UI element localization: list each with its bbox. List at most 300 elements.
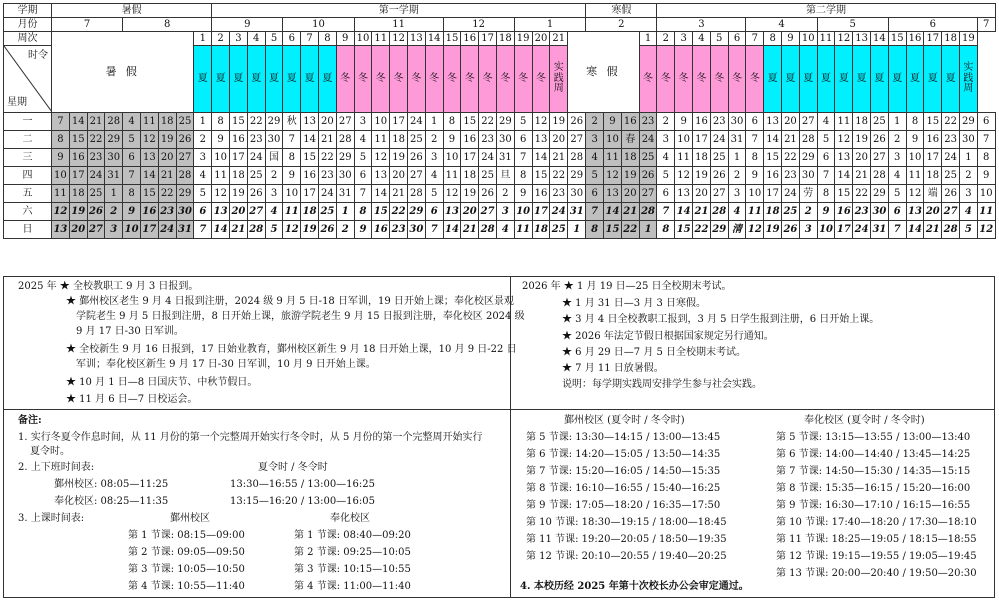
date-cell: 12 bbox=[212, 185, 230, 203]
date-cell: 23 bbox=[853, 203, 871, 221]
date-cell: 13 bbox=[372, 167, 390, 185]
date-cell: 2 bbox=[888, 131, 906, 149]
date-cell: 12 bbox=[746, 221, 764, 239]
date-cell: 11 bbox=[212, 167, 230, 185]
date-cell: 9 bbox=[906, 131, 924, 149]
date-cell: 3 bbox=[888, 149, 906, 167]
season-winter: 冬 bbox=[443, 46, 461, 113]
date-cell: 8 bbox=[906, 113, 924, 131]
date-cell: 6 bbox=[888, 203, 906, 221]
month-cell: 6 bbox=[888, 18, 977, 32]
date-cell: 10 bbox=[746, 185, 764, 203]
date-cell: 19 bbox=[158, 131, 176, 149]
week-number: 15 bbox=[888, 32, 906, 46]
weekday-row bbox=[4, 167, 996, 185]
date-cell: 21 bbox=[319, 131, 337, 149]
date-cell: 26 bbox=[176, 131, 194, 149]
week-number: 10 bbox=[799, 32, 817, 46]
date-cell: 10 bbox=[443, 149, 461, 167]
remark-line: 2. 上下班时间表: bbox=[18, 462, 95, 473]
date-cell: 11 bbox=[675, 149, 693, 167]
week-number: 14 bbox=[425, 32, 443, 46]
week-number: 19 bbox=[514, 32, 532, 46]
date-cell: 30 bbox=[407, 221, 425, 239]
term-first: 第一学期 bbox=[212, 4, 586, 18]
week-number: 19 bbox=[960, 32, 978, 46]
remark-line: 夏令时。 bbox=[30, 446, 70, 457]
date-cell: 23 bbox=[639, 113, 657, 131]
date-cell: 25 bbox=[407, 131, 425, 149]
date-cell: 16 bbox=[532, 185, 550, 203]
date-cell: 国 bbox=[265, 149, 283, 167]
date-cell: 14 bbox=[532, 149, 550, 167]
month-cell: 12 bbox=[443, 18, 514, 32]
date-cell: 6 bbox=[977, 113, 995, 131]
term-header: 学期 bbox=[4, 4, 52, 18]
date-cell: 25 bbox=[639, 149, 657, 167]
date-cell: 21 bbox=[461, 221, 479, 239]
note-line: 2026 年 ★ 1 月 19 日—25 日全校期末考试。 bbox=[522, 281, 732, 292]
note-line: 2025 年 ★ 全校教职工 9 月 3 日报到。 bbox=[18, 281, 199, 292]
date-cell: 1 bbox=[888, 113, 906, 131]
week-number: 18 bbox=[942, 32, 960, 46]
season-winter: 冬 bbox=[407, 46, 425, 113]
date-cell: 25 bbox=[176, 113, 194, 131]
remark-line: 3. 上课时间表: bbox=[18, 513, 85, 524]
date-cell: 26 bbox=[247, 185, 265, 203]
class-time: 第 8 节课: 16:10—16:55 / 15:40—16:25 bbox=[526, 483, 721, 494]
date-cell: 24 bbox=[853, 221, 871, 239]
note-line: 说明：每学期实践周安排学生参与社会实践。 bbox=[562, 379, 762, 390]
week-number: 15 bbox=[443, 32, 461, 46]
class-time: 第 3 节课: 10:15—10:55 bbox=[294, 564, 411, 575]
date-cell: 10 bbox=[977, 185, 995, 203]
date-cell: 22 bbox=[390, 203, 408, 221]
date-cell: 28 bbox=[871, 167, 889, 185]
date-cell: 26 bbox=[319, 221, 337, 239]
date-cell: 7 bbox=[283, 131, 301, 149]
season-summer: 夏 bbox=[906, 46, 924, 113]
note-line: 学院老生 9 月 5 日报到注册，8 日开始上课，旅游学院老生 9 月 15 日报到注册，奉化校区 2024 级 bbox=[76, 311, 525, 322]
class-time: 第 9 节课: 17:05—18:20 / 16:35—17:50 bbox=[526, 500, 721, 511]
date-cell: 7 bbox=[425, 221, 443, 239]
date-cell: 2 bbox=[425, 131, 443, 149]
season-winter: 冬 bbox=[746, 46, 764, 113]
date-cell: 10 bbox=[52, 167, 70, 185]
date-cell: 11 bbox=[52, 185, 70, 203]
date-cell: 22 bbox=[693, 221, 711, 239]
date-cell: 27 bbox=[568, 131, 586, 149]
month-cell: 4 bbox=[746, 18, 817, 32]
week-number: 9 bbox=[782, 32, 800, 46]
date-cell: 11 bbox=[372, 131, 390, 149]
date-cell: 25 bbox=[319, 203, 337, 221]
corner-cell bbox=[4, 46, 52, 113]
date-cell: 4 bbox=[123, 113, 141, 131]
note-line: ★ 10 月 1 日—8 日国庆节、中秋节假日。 bbox=[66, 377, 258, 388]
class-time: 第 10 节课: 17:40—18:20 / 17:30—18:10 bbox=[776, 517, 977, 528]
date-cell: 1 bbox=[639, 221, 657, 239]
date-cell: 28 bbox=[336, 131, 354, 149]
weekday-label: 日 bbox=[4, 221, 52, 239]
date-cell: 19 bbox=[853, 131, 871, 149]
week-number: 20 bbox=[532, 32, 550, 46]
date-cell: 9 bbox=[52, 149, 70, 167]
date-cell: 23 bbox=[319, 167, 337, 185]
class-time: 第 13 节课: 20:00—20:40 / 19:50—20:30 bbox=[776, 568, 977, 579]
date-cell: 1 bbox=[425, 113, 443, 131]
date-cell: 4 bbox=[657, 149, 675, 167]
date-cell: 17 bbox=[693, 131, 711, 149]
date-cell: 18 bbox=[301, 203, 319, 221]
date-cell: 24 bbox=[407, 113, 425, 131]
date-cell: 17 bbox=[390, 113, 408, 131]
corner-bottom-label: 星期 bbox=[7, 97, 27, 108]
season-winter: 冬 bbox=[461, 46, 479, 113]
week-number: 2 bbox=[212, 32, 230, 46]
date-cell: 25 bbox=[942, 167, 960, 185]
date-cell: 26 bbox=[782, 221, 800, 239]
date-cell: 22 bbox=[158, 185, 176, 203]
week-number: 14 bbox=[871, 32, 889, 46]
date-cell: 28 bbox=[105, 113, 123, 131]
date-cell: 21 bbox=[87, 113, 105, 131]
date-cell: 12 bbox=[675, 167, 693, 185]
date-cell: 14 bbox=[835, 167, 853, 185]
date-cell: 17 bbox=[764, 185, 782, 203]
date-cell: 1 bbox=[336, 203, 354, 221]
date-cell: 16 bbox=[140, 203, 158, 221]
season-winter: 冬 bbox=[693, 46, 711, 113]
season-winter: 冬 bbox=[496, 46, 514, 113]
date-cell: 8 bbox=[977, 149, 995, 167]
notes-panel bbox=[3, 276, 995, 598]
date-cell: 16 bbox=[301, 167, 319, 185]
season-summer: 夏 bbox=[283, 46, 301, 113]
weekday-row bbox=[4, 131, 996, 149]
date-cell: 8 bbox=[817, 185, 835, 203]
date-cell: 26 bbox=[407, 149, 425, 167]
notes-divider bbox=[510, 277, 511, 597]
date-cell: 25 bbox=[479, 167, 497, 185]
date-cell: 3 bbox=[728, 185, 746, 203]
calendar-table bbox=[3, 3, 996, 239]
month-cell: 2 bbox=[586, 18, 657, 32]
date-cell: 27 bbox=[639, 185, 657, 203]
campus-pm-head: 奉化校区 (夏令时 / 冬令时) bbox=[804, 415, 925, 426]
date-cell: 17 bbox=[924, 149, 942, 167]
weekday-row bbox=[4, 113, 996, 131]
date-cell: 21 bbox=[853, 167, 871, 185]
date-cell: 14 bbox=[69, 113, 87, 131]
date-cell: 10 bbox=[675, 131, 693, 149]
date-cell: 9 bbox=[675, 113, 693, 131]
date-cell: 16 bbox=[693, 113, 711, 131]
class-time: 第 5 节课: 13:15—13:55 / 13:00—13:40 bbox=[776, 432, 971, 443]
date-cell: 2 bbox=[586, 113, 604, 131]
date-cell: 11 bbox=[906, 167, 924, 185]
date-cell: 9 bbox=[817, 203, 835, 221]
date-cell: 19 bbox=[301, 221, 319, 239]
date-cell: 4 bbox=[586, 149, 604, 167]
date-cell: 3 bbox=[799, 221, 817, 239]
date-cell: 23 bbox=[158, 203, 176, 221]
date-cell: 21 bbox=[693, 203, 711, 221]
date-cell: 2 bbox=[496, 185, 514, 203]
date-cell: 21 bbox=[782, 131, 800, 149]
season-summer: 夏 bbox=[782, 46, 800, 113]
date-cell: 29 bbox=[407, 203, 425, 221]
month-cell: 7 bbox=[977, 18, 995, 32]
season-winter: 冬 bbox=[372, 46, 390, 113]
date-cell: 24 bbox=[158, 221, 176, 239]
date-cell: 27 bbox=[710, 185, 728, 203]
season-summer: 夏 bbox=[942, 46, 960, 113]
date-cell: 23 bbox=[247, 131, 265, 149]
date-cell: 18 bbox=[461, 167, 479, 185]
date-cell: 20 bbox=[550, 131, 568, 149]
date-cell: 8 bbox=[586, 221, 604, 239]
date-cell: 27 bbox=[871, 149, 889, 167]
date-cell: 28 bbox=[247, 221, 265, 239]
date-cell: 20 bbox=[782, 113, 800, 131]
campus-name: 鄞州校区 bbox=[170, 513, 210, 524]
date-cell: 11 bbox=[140, 113, 158, 131]
date-cell: 5 bbox=[960, 221, 978, 239]
date-cell: 春 bbox=[621, 131, 639, 149]
date-cell: 5 bbox=[194, 185, 212, 203]
date-cell: 24 bbox=[639, 131, 657, 149]
date-cell: 10 bbox=[604, 131, 622, 149]
date-cell: 7 bbox=[817, 167, 835, 185]
date-cell: 14 bbox=[140, 167, 158, 185]
date-cell: 4 bbox=[425, 167, 443, 185]
date-cell: 26 bbox=[710, 167, 728, 185]
date-cell: 15 bbox=[230, 113, 248, 131]
date-cell: 24 bbox=[710, 131, 728, 149]
date-cell: 25 bbox=[782, 203, 800, 221]
season-summer: 夏 bbox=[194, 46, 212, 113]
date-cell: 20 bbox=[853, 149, 871, 167]
date-cell: 12 bbox=[372, 149, 390, 167]
date-cell: 12 bbox=[906, 185, 924, 203]
season-summer: 夏 bbox=[764, 46, 782, 113]
date-cell: 13 bbox=[301, 113, 319, 131]
note-line: ★ 鄞州校区老生 9 月 4 日报到注册，2024 级 9 月 5 日-18 日军训，19 日开始上课；奉化校区景观 bbox=[66, 296, 514, 307]
date-cell: 30 bbox=[496, 131, 514, 149]
date-cell: 2 bbox=[105, 203, 123, 221]
date-cell: 29 bbox=[960, 113, 978, 131]
date-cell: 6 bbox=[514, 131, 532, 149]
date-cell: 22 bbox=[853, 185, 871, 203]
date-cell: 4 bbox=[354, 131, 372, 149]
date-cell: 19 bbox=[550, 113, 568, 131]
date-cell: 9 bbox=[283, 167, 301, 185]
date-cell: 25 bbox=[550, 221, 568, 239]
date-cell: 3 bbox=[354, 113, 372, 131]
date-cell: 10 bbox=[514, 203, 532, 221]
weekday-label: 四 bbox=[4, 167, 52, 185]
date-cell: 4 bbox=[496, 221, 514, 239]
month-header: 月份 bbox=[4, 18, 52, 32]
season-winter: 冬 bbox=[390, 46, 408, 113]
week-number: 7 bbox=[301, 32, 319, 46]
date-cell: 5 bbox=[265, 221, 283, 239]
month-cell: 5 bbox=[817, 18, 888, 32]
date-cell: 17 bbox=[69, 167, 87, 185]
date-cell: 6 bbox=[746, 113, 764, 131]
date-cell: 19 bbox=[390, 149, 408, 167]
date-cell: 29 bbox=[871, 185, 889, 203]
week-number: 16 bbox=[461, 32, 479, 46]
date-cell: 6 bbox=[194, 203, 212, 221]
week-number: 6 bbox=[728, 32, 746, 46]
date-cell: 25 bbox=[247, 167, 265, 185]
date-cell: 15 bbox=[764, 149, 782, 167]
season-winter: 冬 bbox=[336, 46, 354, 113]
date-cell: 15 bbox=[372, 203, 390, 221]
class-time: 第 6 节课: 14:00—14:40 / 13:45—14:25 bbox=[776, 449, 971, 460]
date-cell: 9 bbox=[123, 203, 141, 221]
day-rows bbox=[4, 113, 996, 239]
date-cell: 7 bbox=[746, 131, 764, 149]
date-cell: 4 bbox=[960, 203, 978, 221]
date-cell: 12 bbox=[52, 203, 70, 221]
date-cell: 18 bbox=[69, 185, 87, 203]
date-cell: 18 bbox=[764, 203, 782, 221]
date-cell: 13 bbox=[604, 185, 622, 203]
date-cell: 6 bbox=[586, 185, 604, 203]
date-cell: 22 bbox=[479, 113, 497, 131]
date-cell: 3 bbox=[105, 221, 123, 239]
week-number: 12 bbox=[835, 32, 853, 46]
date-cell: 20 bbox=[461, 203, 479, 221]
date-cell: 9 bbox=[604, 113, 622, 131]
date-cell: 23 bbox=[710, 113, 728, 131]
date-cell: 5 bbox=[817, 131, 835, 149]
work-time: 奉化校区: 08:25—11:35 bbox=[54, 496, 169, 507]
date-cell: 23 bbox=[87, 149, 105, 167]
date-cell: 3 bbox=[657, 131, 675, 149]
class-time: 第 11 节课: 19:20—20:05 / 18:50—19:35 bbox=[526, 534, 727, 545]
date-cell: 13 bbox=[906, 203, 924, 221]
date-cell: 12 bbox=[532, 113, 550, 131]
date-cell: 8 bbox=[212, 113, 230, 131]
date-cell: 5 bbox=[425, 185, 443, 203]
date-cell: 8 bbox=[123, 185, 141, 203]
approval-note: 4. 本校历经 2025 年第十次校长办公会审定通过。 bbox=[520, 581, 749, 592]
date-cell: 31 bbox=[568, 203, 586, 221]
date-cell: 19 bbox=[461, 185, 479, 203]
date-cell: 13 bbox=[532, 131, 550, 149]
date-cell: 23 bbox=[550, 185, 568, 203]
season-summer: 夏 bbox=[799, 46, 817, 113]
date-cell: 30 bbox=[728, 113, 746, 131]
date-cell: 15 bbox=[835, 185, 853, 203]
notes-h-divider bbox=[4, 409, 994, 410]
date-cell: 端 bbox=[924, 185, 942, 203]
weekday-row bbox=[4, 149, 996, 167]
date-cell: 5 bbox=[514, 113, 532, 131]
date-cell: 30 bbox=[799, 167, 817, 185]
date-cell: 23 bbox=[479, 131, 497, 149]
class-time: 第 8 节课: 15:35—16:15 / 15:20—16:00 bbox=[776, 483, 971, 494]
season-summer: 夏 bbox=[835, 46, 853, 113]
date-cell: 4 bbox=[728, 203, 746, 221]
date-cell: 20 bbox=[390, 167, 408, 185]
date-cell: 31 bbox=[176, 221, 194, 239]
date-cell: 20 bbox=[230, 203, 248, 221]
weekday-label: 一 bbox=[4, 113, 52, 131]
date-cell: 17 bbox=[301, 185, 319, 203]
week-number: 4 bbox=[247, 32, 265, 46]
work-time: 鄞州校区: 08:05—11:25 bbox=[54, 479, 169, 490]
date-cell: 8 bbox=[52, 131, 70, 149]
week-number: 8 bbox=[319, 32, 337, 46]
month-cell: 3 bbox=[657, 18, 746, 32]
month-row bbox=[4, 18, 996, 32]
date-cell: 8 bbox=[283, 149, 301, 167]
season-winter: 冬 bbox=[425, 46, 443, 113]
season-summer: 夏 bbox=[212, 46, 230, 113]
class-time: 第 11 节课: 18:25—19:05 / 18:15—18:55 bbox=[776, 534, 977, 545]
date-cell: 31 bbox=[871, 221, 889, 239]
month-cell: 8 bbox=[123, 18, 212, 32]
date-cell: 秋 bbox=[283, 113, 301, 131]
date-cell: 11 bbox=[604, 149, 622, 167]
date-cell: 16 bbox=[69, 149, 87, 167]
school-calendar bbox=[3, 3, 995, 239]
date-cell: 1 bbox=[105, 185, 123, 203]
class-time: 第 9 节课: 16:30—17:10 / 16:15—16:55 bbox=[776, 500, 971, 511]
class-time: 第 10 节课: 18:30—19:15 / 18:00—18:45 bbox=[526, 517, 727, 528]
date-cell: 2 bbox=[657, 113, 675, 131]
class-time: 第 7 节课: 14:50—15:30 / 14:35—15:15 bbox=[776, 466, 971, 477]
season-summer: 夏 bbox=[888, 46, 906, 113]
date-cell: 26 bbox=[479, 185, 497, 203]
date-cell: 旦 bbox=[496, 167, 514, 185]
date-cell: 3 bbox=[586, 131, 604, 149]
week-number: 5 bbox=[710, 32, 728, 46]
date-cell: 12 bbox=[977, 221, 995, 239]
date-cell: 12 bbox=[835, 131, 853, 149]
weekday-row bbox=[4, 185, 996, 203]
date-cell: 6 bbox=[354, 167, 372, 185]
week-number: 12 bbox=[390, 32, 408, 46]
date-cell: 24 bbox=[319, 185, 337, 203]
week-number: 9 bbox=[336, 32, 354, 46]
date-cell: 28 bbox=[176, 167, 194, 185]
date-cell: 15 bbox=[532, 167, 550, 185]
class-time: 第 2 节课: 09:25—10:05 bbox=[294, 547, 411, 558]
season-winter: 冬 bbox=[532, 46, 550, 113]
date-cell: 10 bbox=[123, 221, 141, 239]
date-cell: 5 bbox=[123, 131, 141, 149]
date-cell: 26 bbox=[639, 167, 657, 185]
week-number: 11 bbox=[817, 32, 835, 46]
date-cell: 2 bbox=[194, 131, 212, 149]
season-winter: 冬 bbox=[479, 46, 497, 113]
date-cell: 13 bbox=[443, 203, 461, 221]
date-cell: 29 bbox=[105, 131, 123, 149]
class-time: 第 3 节课: 10:05—10:50 bbox=[128, 564, 245, 575]
date-cell: 11 bbox=[835, 113, 853, 131]
campus-pm-head: 鄞州校区 (夏令时 / 冬令时) bbox=[564, 415, 685, 426]
class-time: 第 1 节课: 08:40—09:20 bbox=[294, 530, 411, 541]
summer-label: 暑 假 bbox=[105, 65, 140, 78]
date-cell: 5 bbox=[888, 185, 906, 203]
week-number: 17 bbox=[924, 32, 942, 46]
